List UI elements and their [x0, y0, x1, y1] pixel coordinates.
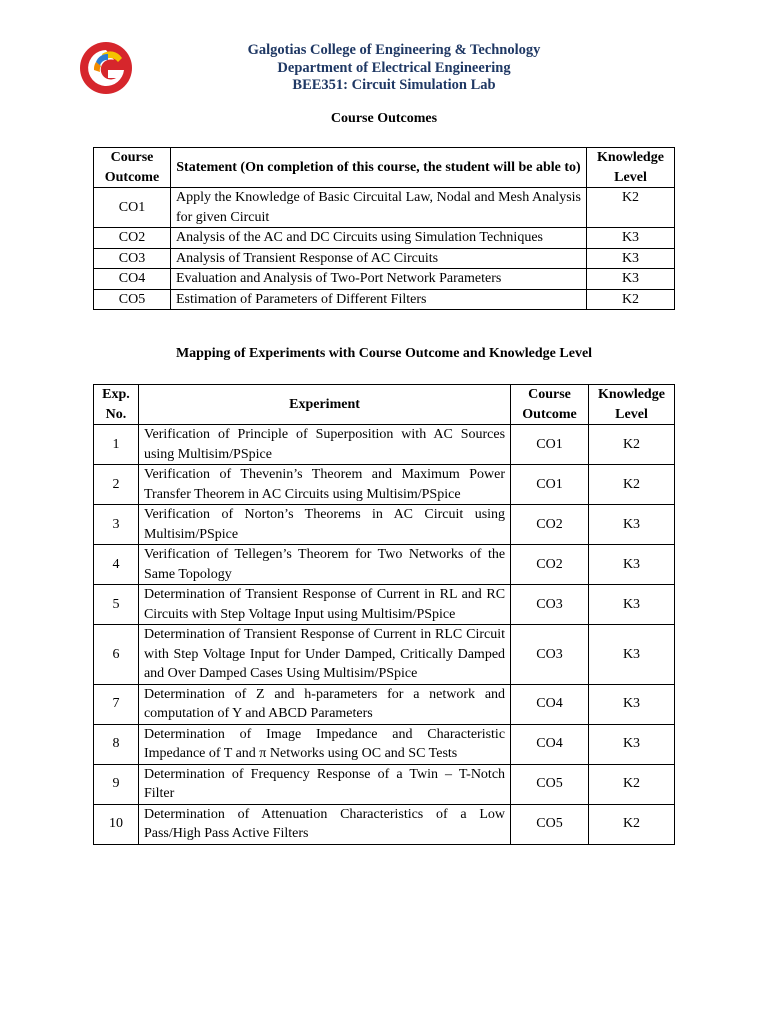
knowledge-level: K3	[589, 724, 675, 764]
course-outcome: CO3	[511, 625, 589, 685]
course-outcomes-title: Course Outcomes	[330, 111, 438, 126]
knowledge-level: K3	[589, 684, 675, 724]
column-header: Exp. No.	[94, 385, 139, 425]
table-row	[94, 425, 675, 465]
college-name: Galgotias College of Engineering & Technology	[247, 42, 541, 58]
experiment-mapping-table	[93, 384, 675, 845]
table-row	[94, 625, 675, 685]
outcome-code: CO4	[94, 269, 171, 290]
experiment-number: 8	[94, 724, 139, 764]
outcome-statement: Apply the Knowledge of Basic Circuital Law, Nodal and Mesh Analysis for given Circuit	[170, 188, 586, 228]
course-outcomes-table	[93, 147, 675, 310]
table-row	[94, 188, 675, 228]
outcome-code: CO2	[94, 228, 171, 249]
knowledge-level: K3	[587, 248, 675, 269]
course-outcome: CO1	[511, 465, 589, 505]
experiment-description: Determination of Image Impedance and Characteristic Impedance of T and π Networks using OC and SC Tests	[138, 724, 510, 764]
knowledge-level: K2	[589, 764, 675, 804]
outcome-statement: Analysis of Transient Response of AC Circuits	[170, 248, 586, 269]
table-row	[94, 684, 675, 724]
knowledge-level: K3	[589, 625, 675, 685]
experiment-description: Determination of Transient Response of Current in RL and RC Circuits with Step Voltage Input using Multisim/PSpice	[138, 585, 510, 625]
table-row	[94, 465, 675, 505]
experiment-number: 10	[94, 804, 139, 844]
table-row	[94, 269, 675, 290]
experiment-description: Verification of Principle of Superposition with AC Sources using Multisim/PSpice	[138, 425, 510, 465]
course-outcome: CO2	[511, 505, 589, 545]
table-row	[94, 228, 675, 249]
outcome-statement: Analysis of the AC and DC Circuits using Simulation Techniques	[170, 228, 586, 249]
knowledge-level: K3	[589, 545, 675, 585]
knowledge-level: K2	[587, 188, 675, 228]
course-outcome: CO5	[511, 804, 589, 844]
course-outcome: CO3	[511, 585, 589, 625]
course-name: BEE351: Circuit Simulation Lab	[292, 77, 496, 93]
document-header	[140, 42, 648, 95]
table-row	[94, 289, 675, 310]
column-header: Course Outcome	[511, 385, 589, 425]
table-row	[94, 804, 675, 844]
mapping-title: Mapping of Experiments with Course Outcome and Knowledge Level	[175, 346, 593, 361]
course-outcome: CO2	[511, 545, 589, 585]
experiment-number: 4	[94, 545, 139, 585]
experiment-description: Verification of Norton’s Theorems in AC Circuit using Multisim/PSpice	[138, 505, 510, 545]
experiment-number: 5	[94, 585, 139, 625]
experiment-number: 1	[94, 425, 139, 465]
experiment-number: 7	[94, 684, 139, 724]
knowledge-level: K3	[587, 228, 675, 249]
experiment-description: Determination of Transient Response of Current in RLC Circuit with Step Voltage Input for Under Damped, Critically Damped and Over Damped Cases Using Multisim/PSpice	[138, 625, 510, 685]
experiment-description: Verification of Thevenin’s Theorem and Maximum Power Transfer Theorem in AC Circuits using Multisim/PSpice	[138, 465, 510, 505]
experiment-number: 9	[94, 764, 139, 804]
table-row	[94, 724, 675, 764]
experiment-description: Determination of Z and h-parameters for a network and computation of Y and ABCD Parameters	[138, 684, 510, 724]
experiment-number: 3	[94, 505, 139, 545]
knowledge-level: K3	[587, 269, 675, 290]
column-header: Knowledge Level	[589, 385, 675, 425]
course-outcome: CO4	[511, 724, 589, 764]
experiment-description: Verification of Tellegen’s Theorem for Two Networks of the Same Topology	[138, 545, 510, 585]
outcome-code: CO3	[94, 248, 171, 269]
knowledge-level: K2	[587, 289, 675, 310]
experiment-number: 2	[94, 465, 139, 505]
table-row	[94, 585, 675, 625]
table-header-row	[94, 385, 675, 425]
knowledge-level: K2	[589, 425, 675, 465]
column-header: Course Outcome	[94, 148, 171, 188]
outcome-code: CO1	[94, 188, 171, 228]
course-outcome: CO4	[511, 684, 589, 724]
table-row	[94, 505, 675, 545]
table-row	[94, 764, 675, 804]
table-row	[94, 545, 675, 585]
outcome-statement: Estimation of Parameters of Different Filters	[170, 289, 586, 310]
table-row	[94, 248, 675, 269]
column-header: Statement (On completion of this course, the student will be able to)	[170, 148, 586, 188]
experiment-description: Determination of Frequency Response of a Twin – T-Notch Filter	[138, 764, 510, 804]
department-name: Department of Electrical Engineering	[277, 59, 511, 76]
course-outcome: CO5	[511, 764, 589, 804]
college-logo-icon	[78, 40, 134, 96]
table-header-row	[94, 148, 675, 188]
column-header: Experiment	[138, 385, 510, 425]
outcome-statement: Evaluation and Analysis of Two-Port Network Parameters	[170, 269, 586, 290]
knowledge-level: K2	[589, 465, 675, 505]
course-outcome: CO1	[511, 425, 589, 465]
experiment-description: Determination of Attenuation Characteristics of a Low Pass/High Pass Active Filters	[138, 804, 510, 844]
knowledge-level: K3	[589, 505, 675, 545]
experiment-number: 6	[94, 625, 139, 685]
knowledge-level: K3	[589, 585, 675, 625]
knowledge-level: K2	[589, 804, 675, 844]
column-header: Knowledge Level	[587, 148, 675, 188]
outcome-code: CO5	[94, 289, 171, 310]
